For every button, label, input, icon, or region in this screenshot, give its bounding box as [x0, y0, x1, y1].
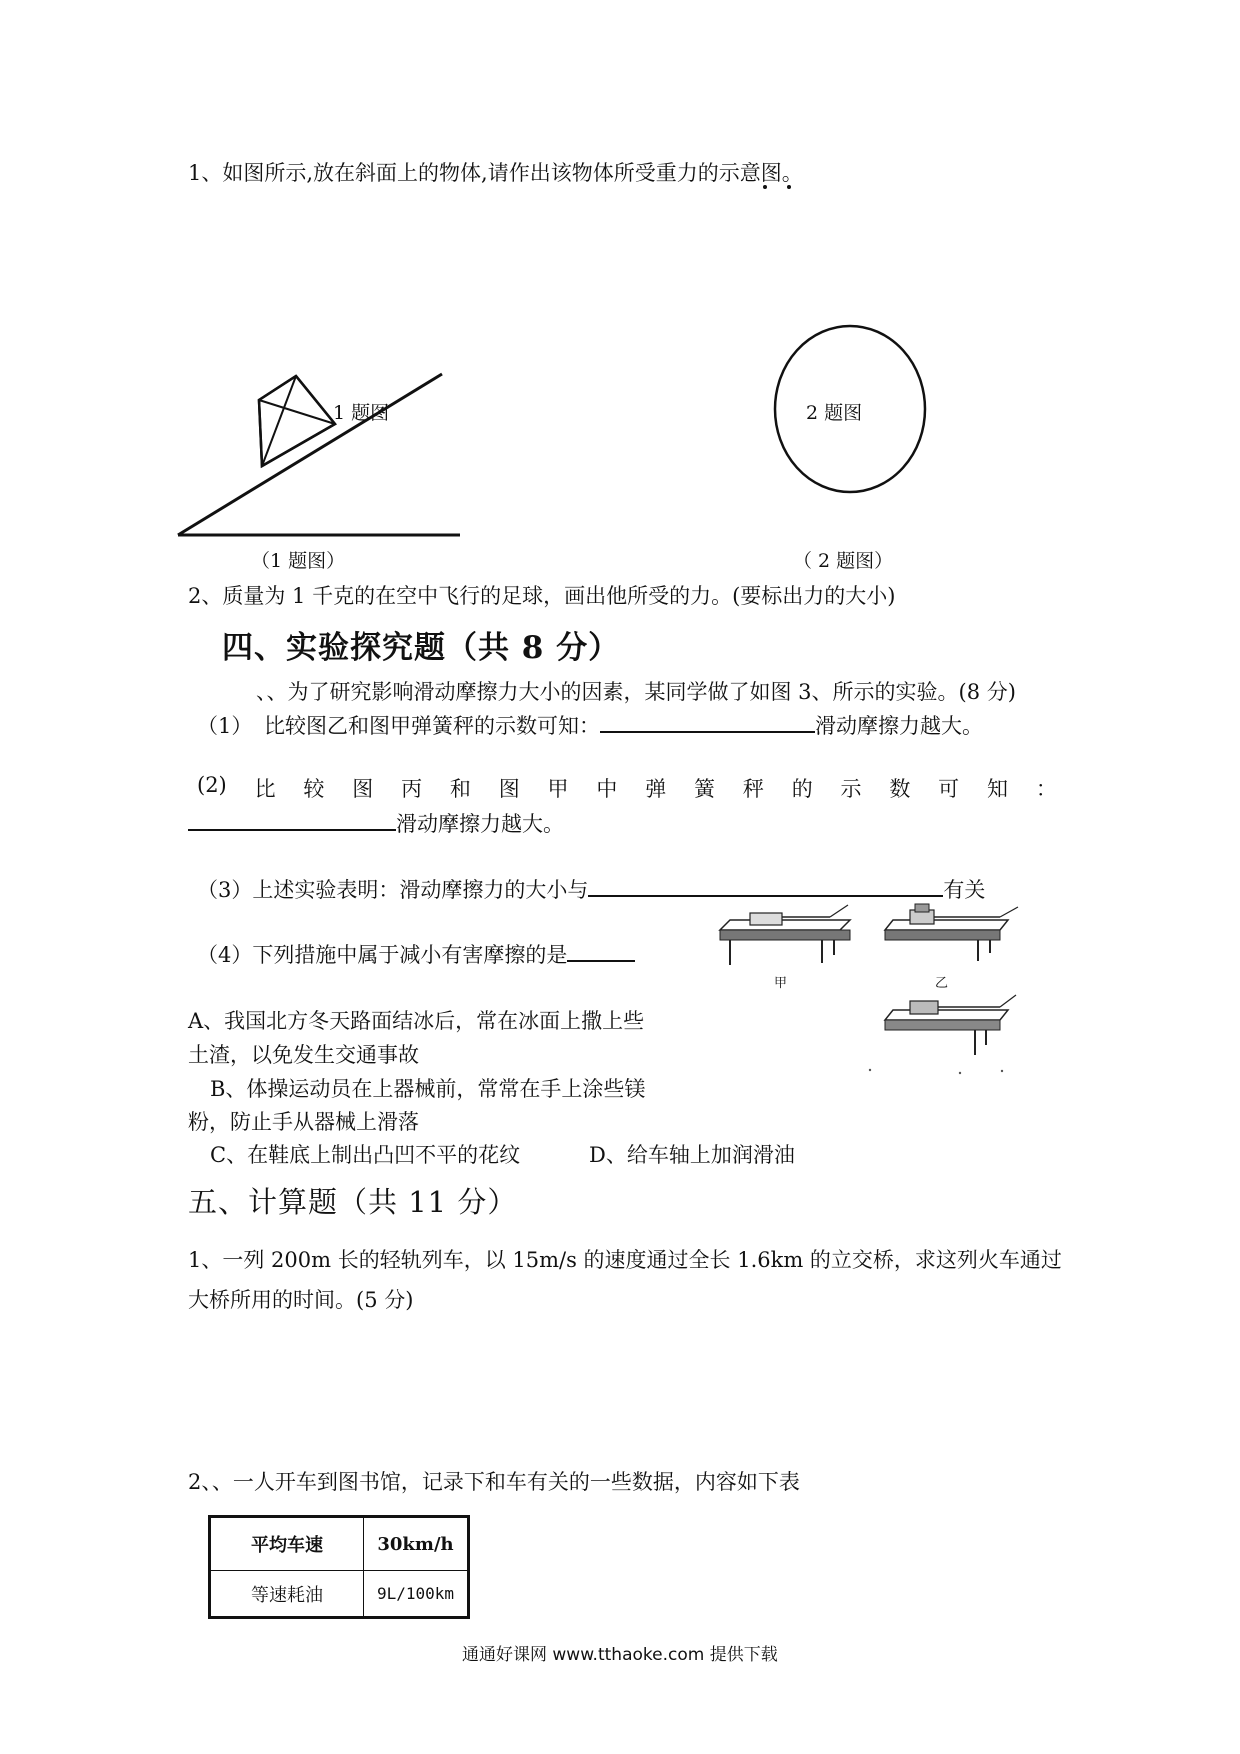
- part-1-tail: 滑动摩擦力越大。: [815, 714, 983, 738]
- figure-1-caption: （1 题图）: [251, 550, 346, 572]
- part-4-text: （4）下列措施中属于减小有害摩擦的是: [197, 943, 568, 967]
- part-2-char: 中: [596, 777, 618, 801]
- calc-question-1-line1: 1、一列 200m 长的轻轨列车，以 15m/s 的速度通过全长 1.6km 的立交桥，求这列火车通过: [188, 1248, 1062, 1272]
- part-2-char: 可: [938, 777, 960, 801]
- part-2-char: 比: [254, 777, 276, 801]
- car-data-table: [208, 1515, 470, 1619]
- part-4-answer-blank[interactable]: [567, 940, 635, 962]
- section-4-heading: 四、实验探究题（共 8 分）: [222, 630, 621, 666]
- figure-2-caption: （ 2 题图）: [793, 550, 894, 572]
- part-2-char: 的: [791, 777, 813, 801]
- box-on-incline: [170, 360, 470, 545]
- part-2-char: 弹: [645, 777, 667, 801]
- experiment-label-jia: 甲: [774, 976, 788, 991]
- table-row: [210, 1517, 469, 1571]
- part-1-number: （1）: [197, 714, 253, 738]
- friction-experiment-figure: [710, 895, 1050, 1095]
- option-d: D、给车轴上加润滑油: [589, 1143, 795, 1167]
- section-5-heading: 五、计算题（共 11 分）: [188, 1185, 518, 1219]
- part-3-tail: 有关: [943, 878, 986, 902]
- part-1-line: [264, 710, 983, 740]
- option-a-line2: 土渣，以免发生交通事故: [188, 1043, 419, 1067]
- part-2-char: 簧: [694, 777, 716, 801]
- part-2-char: 示: [840, 777, 862, 801]
- table-cell: 9L/100km: [364, 1571, 469, 1618]
- part-2-char: 图: [498, 777, 520, 801]
- part-2-spread-line: [197, 773, 1057, 803]
- option-b-line2: 粉，防止手从器械上滑落: [188, 1110, 419, 1134]
- part-2-line2: [188, 808, 564, 838]
- part-2-char: 和: [449, 777, 471, 801]
- part-2-char: 秤: [742, 777, 764, 801]
- experiment-intro: 、、为了研究影响滑动摩擦力大小的因素，某同学做了如图 3、所示的实验。(8 分): [256, 680, 1016, 704]
- question-1-text: 1、如图所示,放在斜面上的物体,请作出该物体所受重力的示意图。: [188, 161, 803, 185]
- table-cell: 平均车速: [210, 1517, 364, 1571]
- figure-1-inner-label: 1 题图: [333, 402, 390, 424]
- calc-question-1-line2: 大桥所用的时间。(5 分): [188, 1288, 414, 1312]
- figure-2-inner-label: 2 题图: [806, 402, 863, 424]
- part-1-answer-blank[interactable]: [600, 711, 815, 733]
- part-2-char: 甲: [547, 777, 569, 801]
- part-4-line: [197, 939, 635, 969]
- table-cell: 30km/h: [364, 1517, 469, 1571]
- part-2-char: (2): [197, 773, 227, 797]
- part-2-char: ：: [1035, 777, 1057, 801]
- experiment-yi-sketch: [885, 904, 1018, 961]
- part-2-tail: 滑动摩擦力越大。: [396, 812, 564, 836]
- part-2-char: 图: [352, 777, 374, 801]
- part-2-char: 丙: [401, 777, 423, 801]
- experiment-jia-sketch: [720, 905, 850, 965]
- part-2-char: 较: [303, 777, 325, 801]
- page-footer: 通通好课网 www.tthaoke.com 提供下载: [462, 1645, 778, 1665]
- table-row: [210, 1571, 469, 1618]
- part-3-text: （3）上述实验表明：滑动摩擦力的大小与: [197, 878, 589, 902]
- part-1-text: 比较图乙和图甲弹簧秤的示数可知：: [264, 714, 600, 738]
- option-c: C、在鞋底上制出凸凹不平的花纹: [210, 1143, 521, 1167]
- option-a-line1: A、我国北方冬天路面结冰后，常在冰面上撒上些: [188, 1009, 645, 1033]
- question-2-text: 2、质量为 1 千克的在空中飞行的足球，画出他所受的力。(要标出力的大小): [188, 584, 896, 608]
- experiment-bing-sketch: [885, 995, 1016, 1055]
- part-2-char: 数: [889, 777, 911, 801]
- table-cell: 等速耗油: [210, 1571, 364, 1618]
- part-2-char: 知: [987, 777, 1008, 801]
- calc-question-2-text: 2、、一人开车到图书馆，记录下和车有关的一些数据，内容如下表: [188, 1470, 800, 1494]
- option-b-line1: B、体操运动员在上器械前，常常在手上涂些镁: [210, 1077, 646, 1101]
- experiment-label-yi: 乙: [935, 976, 949, 991]
- part-3-answer-blank[interactable]: [588, 875, 943, 897]
- part-2-answer-blank[interactable]: [188, 809, 396, 831]
